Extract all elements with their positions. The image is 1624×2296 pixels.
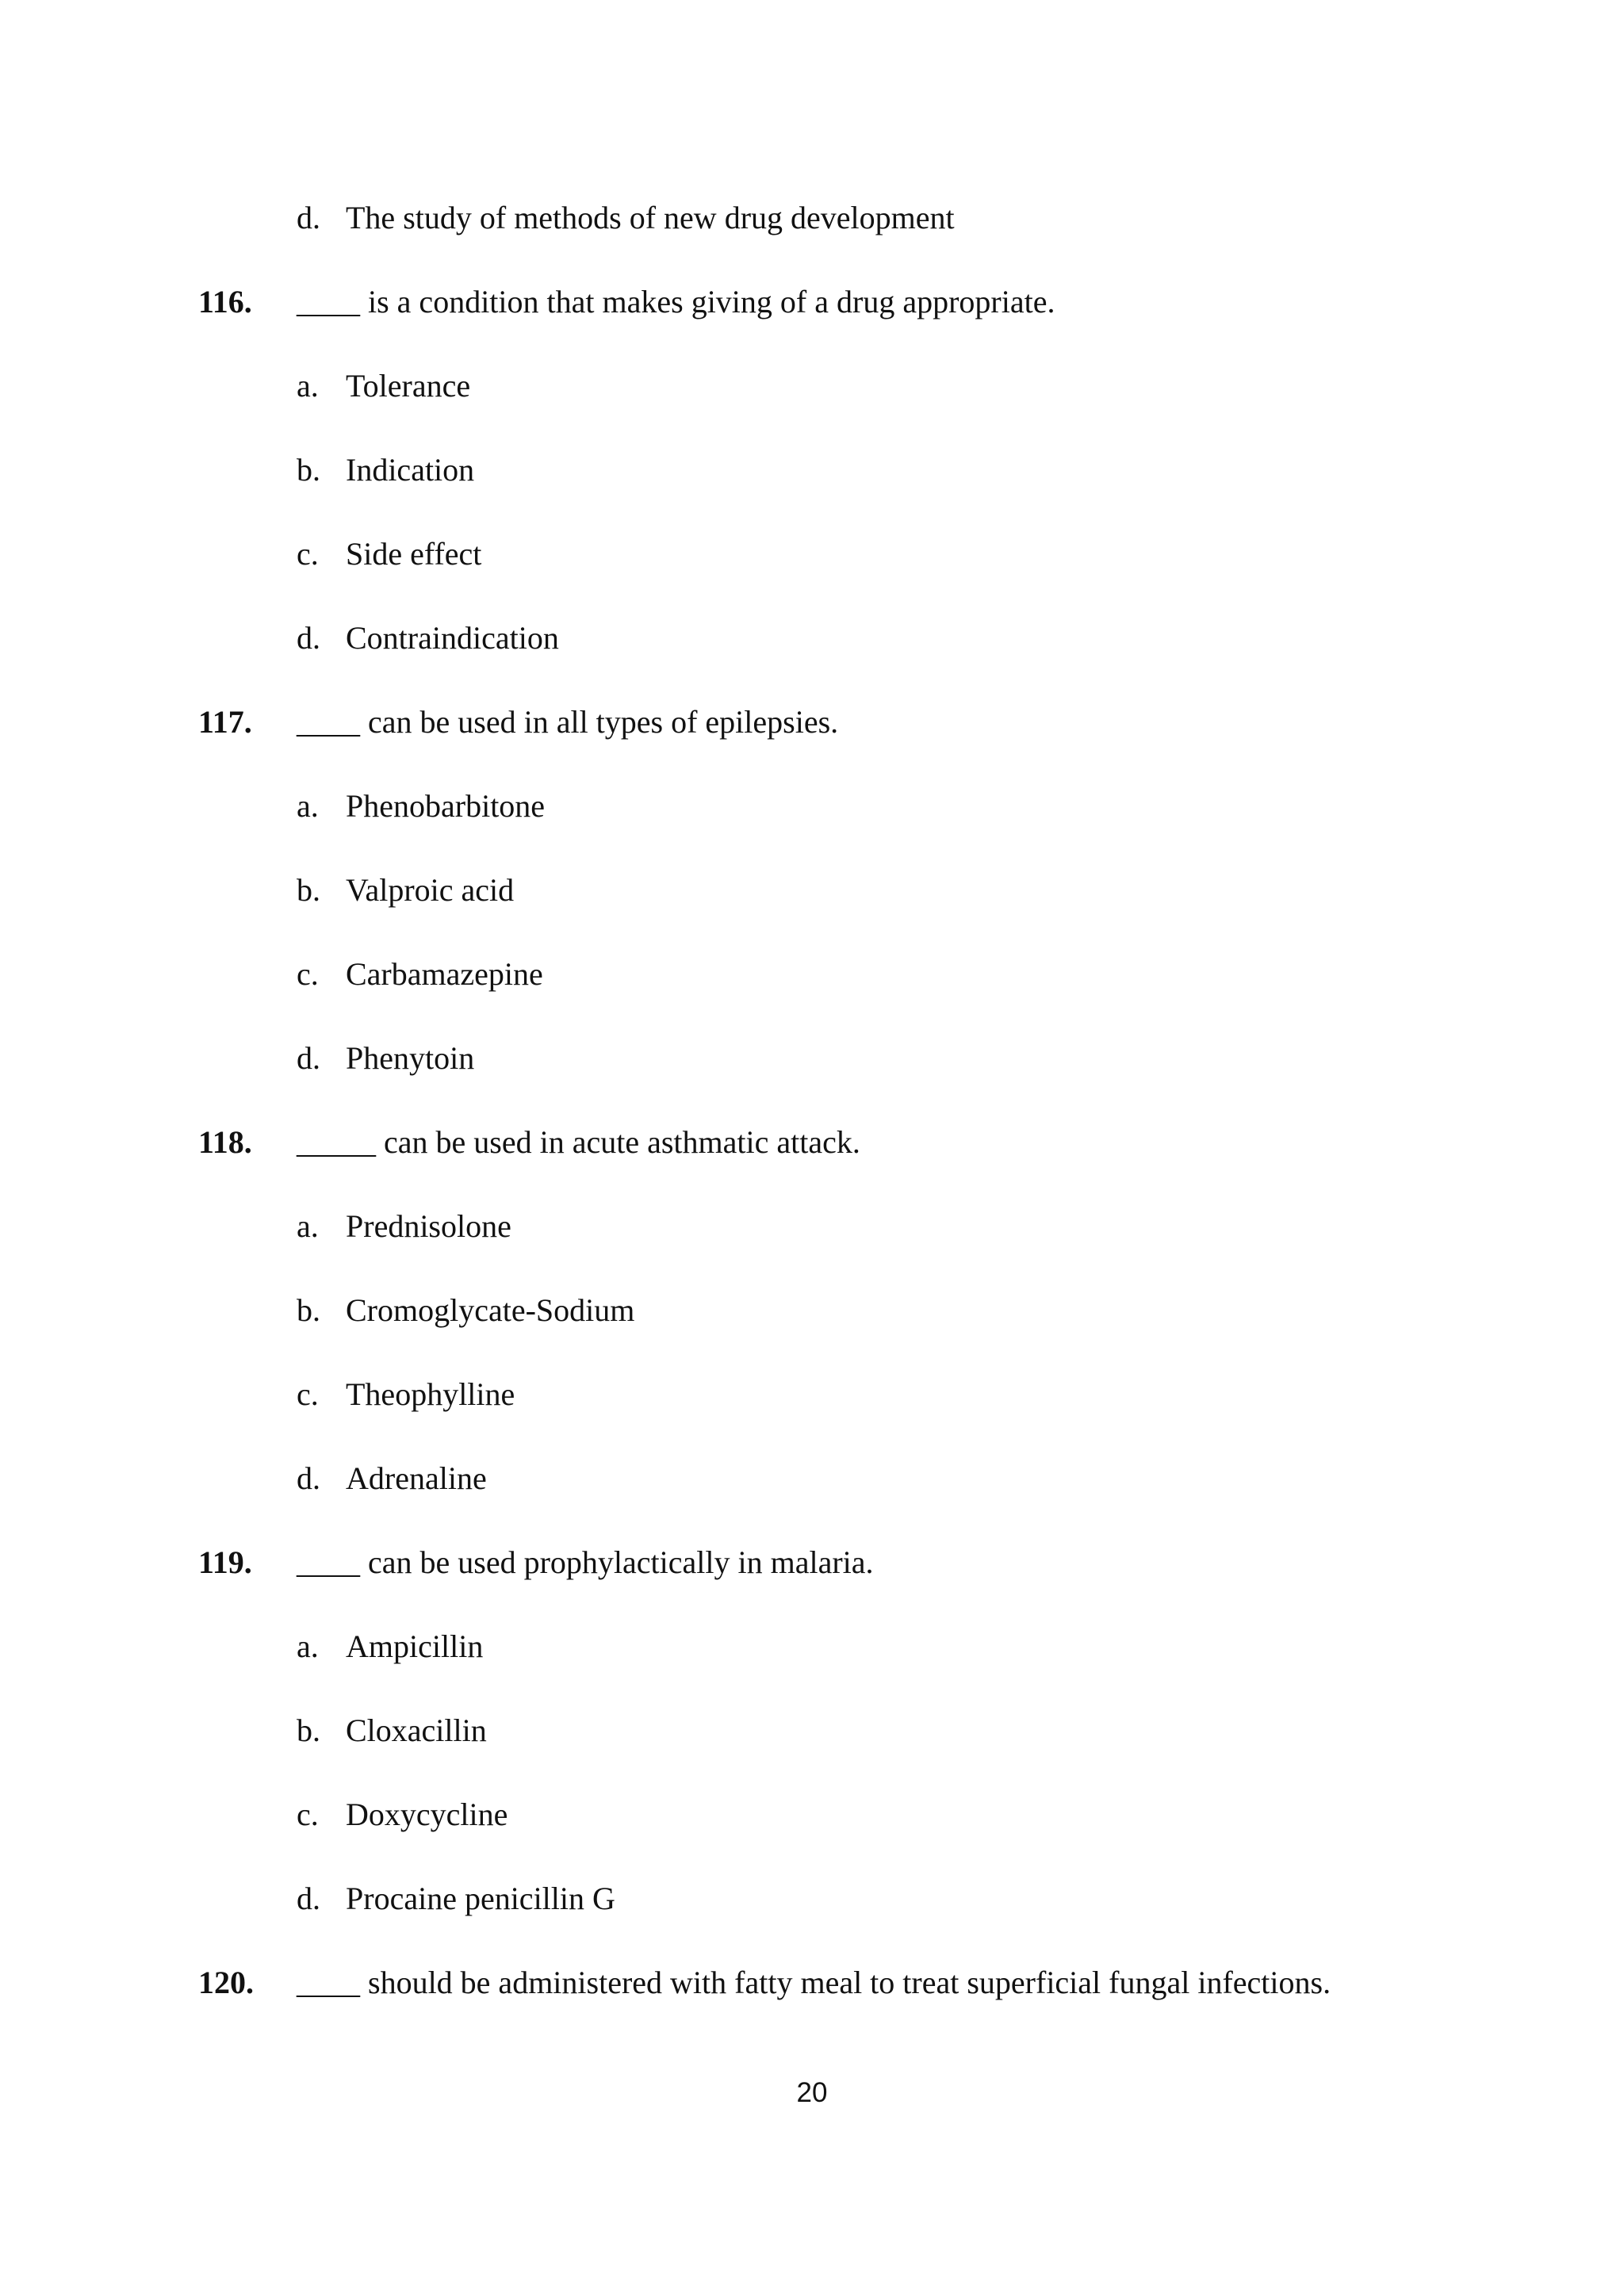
question-number: 116. [198,284,252,320]
option-letter: b. [297,1712,320,1748]
option-text: Carbamazepine [346,956,543,992]
question-text: ____ should be administered with fatty meal to treat superficial fungal infections. [297,1965,1331,2000]
page-number: 20 [796,2077,828,2108]
option-letter: a. [297,1208,319,1244]
option-letter: c. [297,1797,319,1832]
question-text: _____ can be used in acute asthmatic attack. [297,1124,860,1160]
option-text: Indication [346,452,475,488]
option-letter: d. [297,620,320,656]
question-number: 118. [198,1124,252,1160]
option-text: Procaine penicillin G [346,1881,615,1916]
option-text: Ampicillin [346,1628,484,1664]
option-letter: a. [297,368,319,404]
question-text: ____ is a condition that makes giving of a drug appropriate. [297,284,1055,320]
option-text: Doxycycline [346,1797,508,1832]
option-letter: b. [297,452,320,488]
question-number: 120. [198,1965,254,2000]
option-letter: d. [297,1040,320,1076]
option-letter: d. [297,200,320,235]
option-text: Phenobarbitone [346,788,546,824]
option-letter: c. [297,1376,319,1412]
option-text: The study of methods of new drug development [346,200,955,235]
option-letter: d. [297,1881,320,1916]
question-number: 119. [198,1544,252,1580]
option-letter: b. [297,1292,320,1328]
option-letter: c. [297,956,319,992]
option-letter: c. [297,536,319,572]
question-number: 117. [198,704,252,740]
option-text: Phenytoin [346,1040,475,1076]
option-text: Prednisolone [346,1208,511,1244]
option-text: Theophylline [346,1376,515,1412]
option-text: Valproic acid [346,872,515,908]
option-text: Contraindication [346,620,559,656]
option-text: Cromoglycate-Sodium [346,1292,635,1328]
option-letter: a. [297,788,319,824]
option-letter: d. [297,1460,320,1496]
option-letter: b. [297,872,320,908]
question-text: ____ can be used prophylactically in malaria. [297,1544,874,1580]
option-text: Tolerance [346,368,471,404]
option-letter: a. [297,1628,319,1664]
question-text: ____ can be used in all types of epilepsies. [297,704,839,740]
option-text: Adrenaline [346,1460,487,1496]
option-text: Side effect [346,536,482,572]
option-text: Cloxacillin [346,1712,487,1748]
